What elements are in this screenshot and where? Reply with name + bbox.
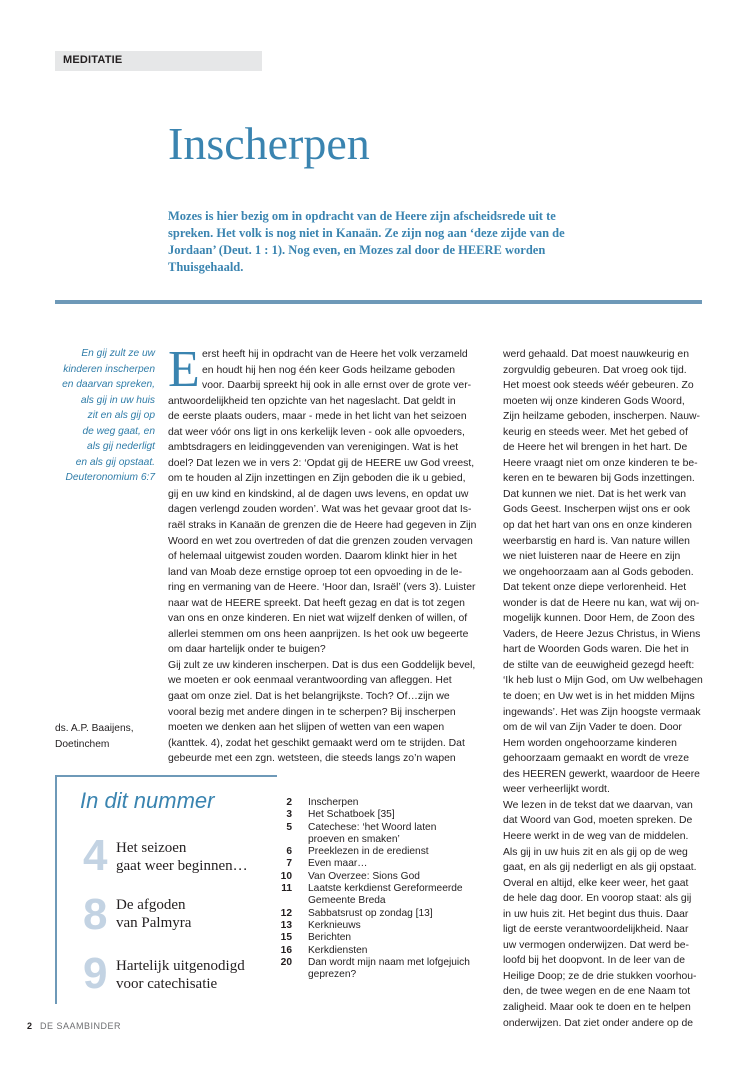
toc-title: Gemeente Breda — [308, 895, 386, 907]
quote-line: de weg gaat, en — [82, 425, 155, 437]
quote-line: en daarvan spreken, — [62, 379, 155, 390]
toc-entry[interactable] — [280, 871, 480, 883]
toc-entry[interactable] — [280, 945, 480, 957]
feature-title[interactable] — [116, 839, 248, 875]
body-line: in uw huis zit. Het begint dus thuis. Daar — [503, 908, 689, 920]
body-line: naar wat de HEERE spreekt. Dat heeft gezag en dat is tot zegen — [168, 597, 465, 609]
quote-line: en als gij opstaat. — [75, 456, 155, 468]
body-line: de stilte van de eeuwigheid gezegd heeft: — [503, 659, 695, 671]
drop-cap: E — [168, 341, 200, 398]
toc-entry[interactable] — [280, 908, 480, 920]
toc-page: 5 — [286, 821, 292, 833]
body-line: Hem worden ongehoorzame kinderen — [503, 737, 677, 749]
publication-name: DE SAAMBINDER — [40, 1021, 122, 1031]
body-line: antwoordelijkheid ten opzichte van het nageslacht. Dat geldt in — [168, 395, 456, 407]
toc-page: 3 — [286, 809, 292, 821]
quote-line: zit en als gij op — [87, 410, 155, 421]
body-line: Vaders, de Heere Jezus Christus, in Wiens — [503, 628, 701, 640]
body-line: moeten wij onze kinderen Gods Woord, — [503, 395, 685, 407]
body-line: gaat om onze ziel. Dat is het belangrijkste. Toch? Of…zijn we — [168, 691, 450, 703]
feature-title[interactable] — [116, 896, 191, 932]
article-title: Inscherpen — [168, 118, 370, 169]
body-line: erst heeft hij in opdracht van de Heere het volk verzameld — [202, 349, 468, 360]
section-tag — [55, 51, 262, 71]
in-this-issue-heading: In dit nummer — [80, 788, 215, 813]
body-line: moeten we denken aan het slijpen of wetten van een wapen — [168, 722, 445, 734]
feature-title-line: Het seizoen — [116, 840, 187, 856]
toc-entry[interactable] — [280, 809, 480, 821]
body-line: Gods Geest. Inscherpen wijst ons er ook — [503, 504, 691, 516]
toc-title: Kerknieuws — [308, 919, 361, 931]
body-line: doel? Dat lezen we in vers 2: ‘Opdat gij de HEERE uw God vreest, — [168, 457, 475, 469]
body-line: en houdt hij hen nog één keer Gods heilzame geboden — [202, 364, 456, 376]
toc-entry[interactable] — [280, 883, 480, 908]
body-line: we ongehoorzaam aan al Gods geboden. — [503, 566, 694, 578]
toc-entry[interactable] — [280, 797, 480, 809]
body-column-2 — [503, 347, 708, 1031]
body-line: om daar hartelijk onder te buigen? — [168, 644, 326, 656]
body-line: op dat het hart van ons en onze kinderen — [503, 520, 692, 532]
body-line: Heere vraagt niet om onze kinderen te be- — [503, 457, 698, 469]
body-line: Overal en altijd, elke keer weer, het gaat — [503, 877, 689, 889]
body-line: wonder is dat de Heere nu kan, wat wij on- — [503, 597, 700, 609]
body-line: om te houden al Zijn inzettingen en Zijn geboden die ik u gebied, — [168, 473, 466, 485]
body-line: dat weer vóór ons ligt in ons kerkelijk leven - ook alle opvoeders, — [168, 426, 465, 438]
toc-page: 7 — [286, 858, 292, 870]
table-of-contents — [280, 797, 480, 981]
toc-page: 10 — [280, 870, 292, 882]
toc-page: 11 — [281, 883, 292, 895]
body-line: des HEEREN gewerkt, waardoor de Heere — [503, 768, 700, 780]
body-line: mogelijk kunnen. Door Hem, de Zoon des — [503, 613, 695, 625]
body-line: uw vermogen onderwijzen. Dat werd be- — [503, 939, 689, 951]
body-line: vooral bezig met andere dingen in te scherpen? Bij inscherpen — [168, 706, 456, 718]
body-line: den, de twee wegen en de ene Naam tot — [503, 986, 691, 998]
body-line: de eerste plaats ouders, maar - mede in het licht van het seizoen — [168, 411, 467, 423]
body-line: Als gij in uw huis zit en als gij op de weg — [503, 846, 688, 858]
body-line: ambtsdragers en leidinggevenden van verenigingen. Wat is het — [168, 442, 459, 454]
toc-title: Berichten — [308, 932, 352, 944]
author-name: ds. A.P. Baaijens, — [55, 723, 134, 734]
feature-title-line: Hartelijk uitgenodigd — [116, 958, 245, 974]
body-line: We lezen in de tekst dat we daarvan, van — [503, 799, 693, 811]
quote-reference: Deuteronomium 6:7 — [65, 472, 155, 483]
toc-title: Inscherpen — [308, 797, 359, 808]
body-line: voor. Daarbij spreekt hij ook in alle ernst over de grote ver- — [202, 380, 472, 392]
body-line: te doen; en Uw wet is in het midden Mijns — [503, 691, 695, 703]
quote-line: kinderen inscherpen — [63, 363, 155, 375]
quote-line: En gij zult ze uw — [81, 348, 155, 359]
body-line: de Heere het wil brengen in het hart. De — [503, 442, 688, 454]
body-line: Heere werkt in de weg van de middelen. — [503, 830, 689, 842]
pull-quote — [55, 346, 155, 486]
feature-number: 8 — [83, 890, 108, 939]
feature-title-line: van Palmyra — [116, 915, 192, 931]
toc-title: Het Schatboek [35] — [308, 809, 395, 821]
toc-page: 20 — [280, 956, 292, 968]
feature-title-line: gaat weer beginnen… — [116, 858, 248, 874]
feature-title[interactable] — [116, 957, 245, 993]
toc-title: geprezen? — [308, 969, 357, 981]
body-line: keren en te bewaren bij Gods inzettingen. — [503, 473, 695, 485]
feature-title-line: voor catechisatie — [116, 976, 218, 992]
body-line: Dat kunnen we niet. Dat is het werk van — [503, 488, 687, 500]
toc-title: Preeklezen in de eredienst — [308, 846, 429, 858]
body-line: Het moest ook steeds wéér gebeuren. Zo — [503, 380, 694, 392]
body-line: zaligheid. Maar ook te doen en te helpen — [503, 1001, 691, 1013]
body-line: Dat tekent onze diepe verlorenheid. Het — [503, 582, 687, 594]
body-line: land van Moab deze ernstige oproep tot een opvoeding in de le- — [168, 566, 463, 578]
toc-title: proeven en smaken’ — [308, 833, 400, 845]
toc-title: Laatste kerkdienst Gereformeerde — [308, 883, 463, 895]
author-byline — [55, 721, 134, 752]
toc-title: Sabbatsrust op zondag [13] — [308, 907, 433, 919]
body-column-1 — [168, 347, 486, 767]
body-line: gehoorzaam gemaakt en wordt de vreze — [503, 753, 689, 765]
body-line: Zijn heilzame geboden, inscherpen. Nauw- — [503, 411, 700, 423]
body-line: keurig en steeds weer. Met het gebed of — [503, 426, 688, 438]
body-line: hart de Woorden Gods waren. Die het in — [503, 644, 689, 656]
body-line: om de wil van Zijn Vader te doen. Door — [503, 722, 682, 734]
body-line: onderwijzen. Dat ziet onder andere op de — [503, 1017, 694, 1029]
toc-page: 16 — [280, 944, 292, 956]
body-line: ingewands’. Het was Zijn hoogste vermaak — [503, 706, 701, 718]
body-line: weer verheerlijkt wordt. — [503, 784, 610, 796]
divider-rule — [55, 300, 702, 304]
body-line: zorgvuldig gebeuren. Dat vroeg ook tijd. — [503, 364, 687, 376]
toc-title: Even maar… — [308, 858, 368, 870]
toc-title: Dan wordt mijn naam met lofgejuich — [308, 956, 470, 968]
toc-entry[interactable] — [280, 846, 480, 858]
body-line: we moeten er ook eenmaal verantwoording van afleggen. Het — [168, 675, 452, 687]
toc-entry[interactable] — [280, 822, 480, 847]
toc-entry[interactable] — [280, 858, 480, 870]
body-line: Gij zult ze uw kinderen inscherpen. Dat is dus een Goddelijk bevel, — [168, 659, 476, 671]
toc-entry[interactable] — [280, 920, 480, 932]
feature-number: 4 — [83, 831, 108, 880]
body-line: werd gehaald. Dat moest nauwkeurig en — [503, 349, 689, 360]
body-line: raël straks in Kanaän de grenzen die de Heere had gegeven in Zijn — [168, 520, 477, 532]
toc-page: 12 — [280, 907, 292, 919]
body-line: Heilige Doop; ze de drie stukken voorhou- — [503, 970, 697, 982]
body-line: gaat, en als gij nederligt en als gij opstaat. — [503, 862, 697, 874]
body-line: ‘Ik heb lust o Mijn God, om Uw welbehagen — [503, 675, 703, 687]
body-line: dat Woord van God, moeten spreken. De — [503, 815, 693, 827]
toc-page: 6 — [286, 846, 292, 858]
body-line: (kanttek. 4), zodat het geschikt gemaakt werd om te strijden. Dat — [168, 737, 465, 749]
toc-title: Van Overzee: Sions God — [308, 870, 420, 882]
toc-title: Kerkdiensten — [308, 944, 368, 956]
body-line: weerbarstig en hard is. Van nature willen — [503, 535, 690, 547]
body-line: ring en vermaning van de Heere. ‘Hoor dan, Israël’ (vers 3). Luister — [168, 582, 476, 594]
author-location: Doetinchem — [55, 738, 110, 750]
body-line: ligt de eerste verantwoordelijkheid. Naar — [503, 924, 689, 936]
lead-paragraph: Mozes is hier bezig om in opdracht van de Heere zijn afscheidsrede uit te spreken. Het volk is nog niet in Kanaän. Ze zijn nog aan ‘deze zijde van de Jordaan’ (Deut. 1 : 1). Nog even, en Mozes zal door de HEERE worden Thuisgehaald. — [168, 209, 565, 274]
body-line: van ons en onze kinderen. En niet wat wijzelf denken of willen, of — [168, 613, 468, 625]
feature-title-line: De afgoden — [116, 897, 186, 913]
body-line: gij en uw kind en kindskind, al de dagen uws levens, en opdat uw — [168, 488, 469, 500]
section-label: MEDITATIE — [63, 54, 123, 66]
toc-page: 15 — [280, 932, 292, 944]
toc-entry[interactable] — [280, 932, 480, 944]
quote-line: als gij nederligt — [87, 441, 155, 452]
page-number: 2 — [27, 1021, 33, 1031]
body-line: Woord en wet zou overtreden of dat die grenzen zouden vervagen — [168, 535, 473, 547]
body-line: allerlei stemmen om ons heen aanprijzen. Is het ook uw begeerte — [168, 628, 469, 640]
body-line: de hele dag door. En voorop staat: als gij — [503, 893, 692, 905]
body-line: we niet luisteren naar de Heere en zijn — [503, 551, 681, 563]
body-line: gebeurde met een zgn. wetsteen, die steeds langs zo’n wapen — [168, 753, 456, 765]
toc-page: 2 — [286, 797, 292, 808]
feature-number: 9 — [83, 949, 108, 998]
toc-entry[interactable] — [280, 957, 480, 982]
toc-page: 13 — [280, 919, 292, 931]
toc-title: Catechese: ‘het Woord laten — [308, 821, 437, 833]
body-line: dagen verlengd zouden worden’. Wat was het gevaar groot dat Is- — [168, 504, 472, 516]
body-line: loofd bij het doopvont. In de leer van de — [503, 955, 685, 967]
quote-line: als gij in uw huis — [80, 394, 155, 406]
body-line: of helemaal uitgewist zouden worden. Daarom klinkt hier in het — [168, 551, 457, 563]
